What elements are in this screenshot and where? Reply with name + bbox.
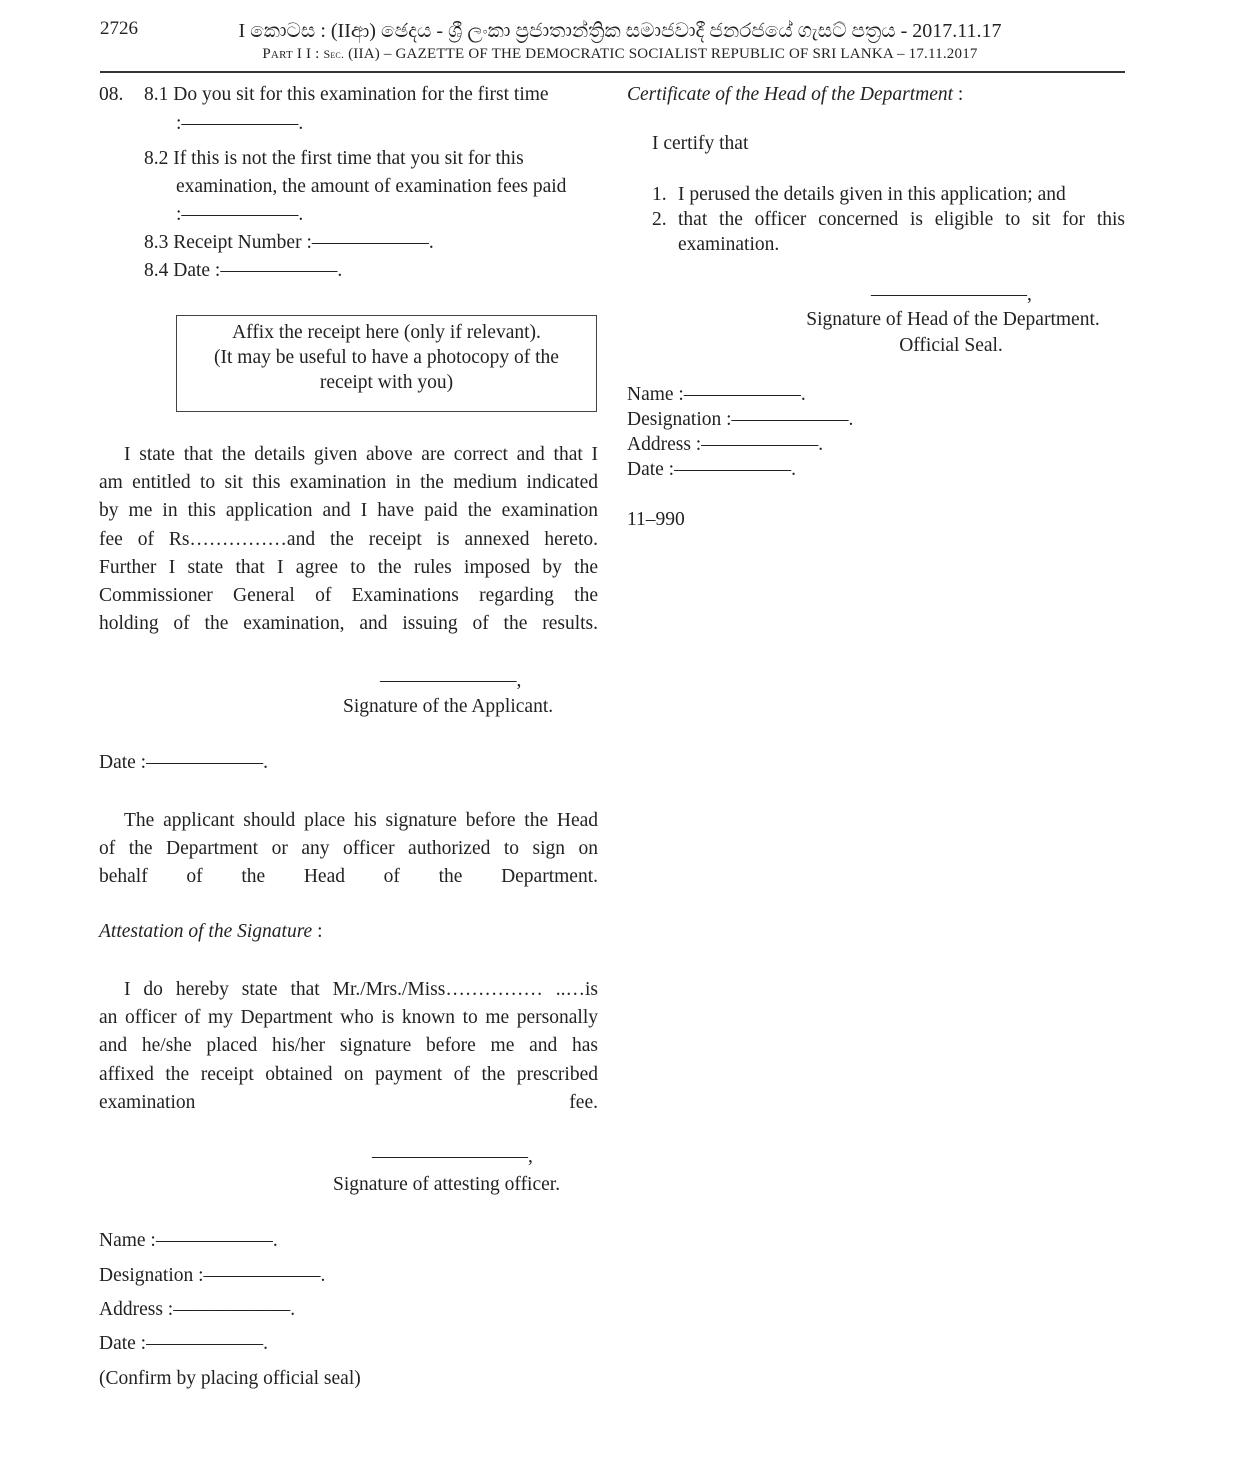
header-part-label: Part I	[262, 46, 303, 62]
attestation-text	[99, 976, 598, 1117]
attestation-line: affixed the receipt obtained on payment of the prescribed	[99, 1063, 598, 1085]
applicant-date: Date :——————.	[99, 752, 268, 773]
page-number: 2726	[100, 18, 138, 39]
applicant-note	[99, 807, 598, 892]
certify-text: I certify that	[652, 133, 749, 154]
receipt-box-line: receipt with you)	[319, 372, 454, 393]
attestation-heading-colon: :	[312, 921, 323, 942]
attesting-signature-label: Signature of attesting officer.	[333, 1174, 561, 1195]
note-line: The applicant should place his signature before the Head	[124, 810, 598, 831]
statement-line: I state that the details given above are correct and that I	[124, 444, 598, 465]
head-signature-line: ————————,	[871, 284, 1032, 305]
question-8-2-answer: :——————.	[176, 204, 304, 225]
attesting-address: Address :——————.	[99, 1299, 296, 1320]
attestation-line: examination fee.	[99, 1091, 598, 1113]
question-8-1-answer: :——————.	[176, 113, 304, 134]
question-8-2-line2: examination, the amount of examination fees paid	[176, 176, 567, 197]
certify-item-2: that the officer concerned is eligible to sit for this	[678, 209, 1125, 230]
note-line: of the Department or any officer authorized to sign on	[99, 838, 598, 860]
receipt-box-line: Affix the receipt here (only if relevant).	[232, 322, 541, 343]
head-designation: Designation :——————.	[627, 409, 854, 430]
statement-line: fee of Rs……………and the receipt is annexed hereto.	[99, 528, 598, 550]
receipt-box-line: (It may be useful to have a photocopy of the	[214, 347, 559, 368]
attesting-designation: Designation :——————.	[99, 1265, 326, 1286]
attestation-line: an officer of my Department who is known to me personally	[99, 1007, 598, 1029]
statement-line: by me in this application and I have paid the examination	[99, 500, 598, 522]
attesting-date: Date :——————.	[99, 1333, 268, 1354]
head-name: Name :——————.	[627, 384, 806, 405]
confirm-seal-note: (Confirm by placing official seal)	[99, 1368, 361, 1389]
attesting-signature-line: ————————,	[372, 1146, 533, 1167]
question-8-2-line1: 8.2 If this is not the first time that you sit for this	[144, 148, 524, 169]
certificate-heading	[627, 84, 963, 106]
certificate-heading-colon: :	[953, 84, 964, 105]
certificate-heading-text: Certificate of the Head of the Department	[627, 84, 954, 105]
applicant-statement	[99, 441, 598, 638]
applicant-signature-label: Signature of the Applicant.	[343, 696, 554, 717]
certify-item-1: I perused the details given in this application; and	[678, 184, 1066, 205]
official-seal-label: Official Seal.	[899, 335, 1003, 356]
head-date: Date :——————.	[627, 459, 796, 480]
question-number: 08.	[99, 84, 124, 105]
statement-line: am entitled to sit this examination in the medium indicated	[99, 472, 598, 494]
applicant-signature-line: ———————,	[380, 670, 522, 691]
header-sinhala-line: I කොටස : (IIආ) ඡෙදය - ශ්‍රී ලංකා ප්‍රජාතාන්ත්‍රික සමාජවාදී ජනරජයේ ගැසට් පත්‍රය - 2017.11.17	[238, 20, 1002, 42]
header-english-line: Part I I : Sec. (IIA) – GAZETTE OF THE DEMOCRATIC SOCIALIST REPUBLIC OF SRI LANKA – 17.11.2017	[262, 46, 978, 62]
head-address: Address :——————.	[627, 434, 824, 455]
attestation-line: and he/she placed his/her signature before me and has	[99, 1035, 598, 1057]
certify-item-1-number: 1.	[652, 184, 667, 205]
header-sec-label: Sec.	[323, 47, 345, 61]
attestation-heading	[99, 921, 323, 943]
header-english-rest: (IIA) – GAZETTE OF THE DEMOCRATIC SOCIALIST REPUBLIC OF SRI LANKA – 17.11.2017	[348, 46, 978, 62]
header-rule	[100, 71, 1125, 73]
head-signature-label: Signature of Head of the Department.	[806, 309, 1100, 330]
attestation-line: I do hereby state that Mr./Mrs./Miss…………… ..…is	[124, 979, 598, 1000]
note-line: behalf of the Head of the Department.	[99, 866, 598, 888]
certify-item-2-number: 2.	[652, 209, 667, 230]
question-8-3: 8.3 Receipt Number :——————.	[144, 232, 434, 253]
question-8-1: 8.1 Do you sit for this examination for the first time	[144, 84, 549, 105]
statement-line: holding of the examination, and issuing of the results.	[99, 613, 598, 635]
attesting-name: Name :——————.	[99, 1230, 278, 1251]
question-8-4: 8.4 Date :——————.	[144, 260, 343, 281]
statement-line: Further I state that I agree to the rules imposed by the	[99, 556, 598, 578]
statement-line: Commissioner General of Examinations regarding the	[99, 585, 598, 607]
reference-code: 11–990	[627, 509, 685, 530]
certify-item-2-cont: examination.	[678, 234, 780, 255]
attestation-heading-text: Attestation of the Signature	[99, 921, 313, 942]
